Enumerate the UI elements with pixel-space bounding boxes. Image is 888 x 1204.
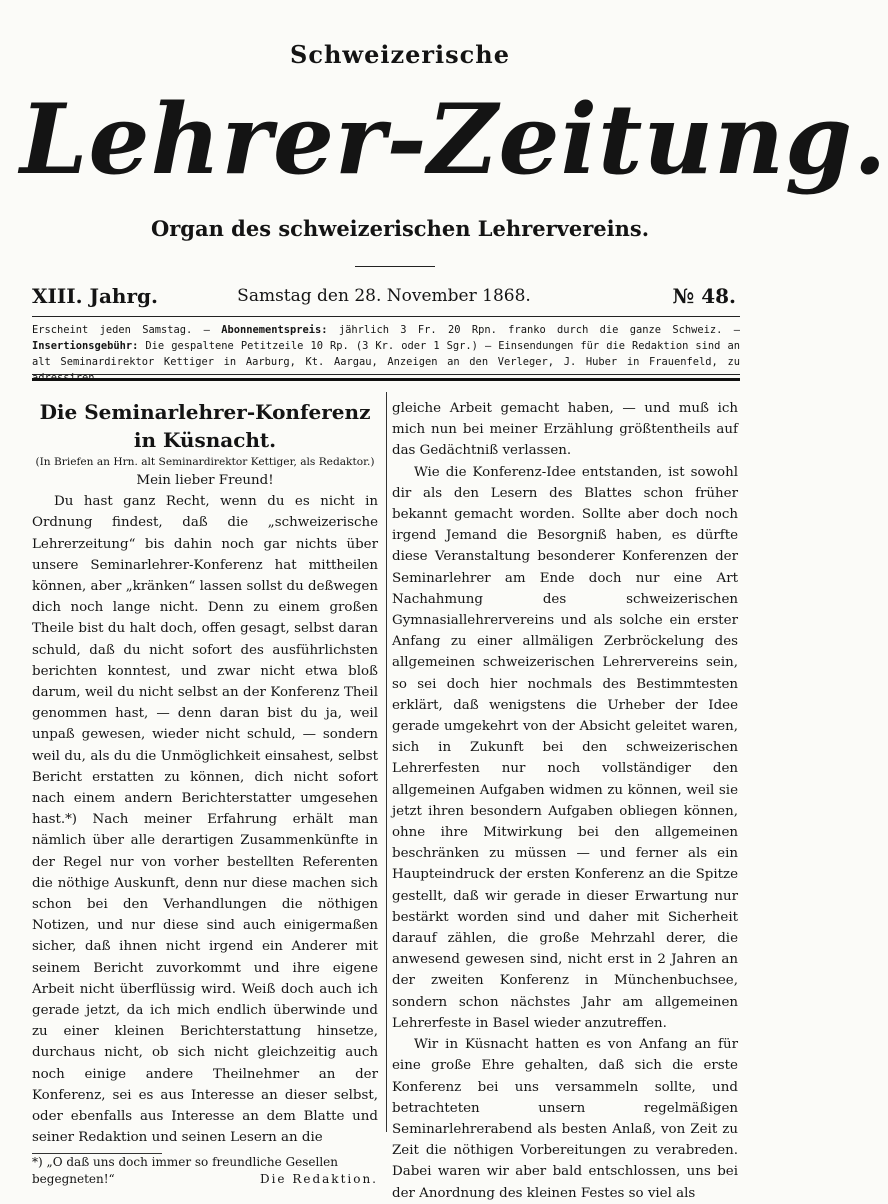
article-column-right <box>392 398 738 1204</box>
footnote-text: *) „O daß uns doch immer so freundliche Gesellen begegneten!“ <box>32 1154 338 1186</box>
footnote <box>32 1154 378 1188</box>
divider-rule-thick <box>32 378 740 381</box>
notice-label: Abonnementspreis: <box>221 324 328 336</box>
masthead-kicker: Schweizerische <box>290 40 510 69</box>
article-paragraph: Wie die Konferenz-Idee entstanden, ist sowohl dir als den Lesern des Blattes schon früher bekannt gemacht worden. Sollte aber doch noch irgend Jemand die Besorgniß haben, es dürfte diese Veranstaltung besonderer Konferenzen der Seminarlehrer am Ende doch nur eine Art Nachahmung des schweizerischen Gymnasiallehrervereins und als solche ein erster Anfang zu einer allmäligen Zerbröckelung des allgemeinen schweizerischen Lehrervereins sein, so sei doch hier nochmals des Bestimmtesten erklärt, daß wenigstens die Urheber der Idee gerade umgekehrt von der Absicht geleitet waren, sich in Zukunft bei den schweizerischen Lehrerfesten nur noch vollständiger den allgemeinen Aufgaben widmen zu können, weil sie jetzt ihren besondern Aufgaben obliegen können, ohne ihre Mitwirkung bei den allgemeinen beschränken zu müssen — und ferner als ein Haupteindruck der ersten Konferenz an die Spitze gestellt, daß wir gerade in dieser Erwartung nur bestärkt worden sind und daher mit Sicherheit darauf zählen, die große Mehrzahl derer, die anwesend gewesen sind, nicht erst in 2 Jahren an der zweiten Konferenz in Münchenbuchsee, sondern schon nächstes Jahr am allgemeinen Lehrerfeste in Basel wieder anzutreffen. <box>392 464 738 1031</box>
divider-rule <box>32 316 740 317</box>
article-paragraph: Du hast ganz Recht, wenn du es nicht in Ordnung findest, daß die „schweizerische Lehrerzeitung“ bis dahin noch gar nichts über unsere Seminarlehrer-Konferenz hat mittheilen können, aber „kränken“ lassen sollst du deßwegen dich noch lange nicht. Denn zu einem großen Theile bist du halt doch, offen gesagt, selbst daran schuld, daß du nicht sofort des ausführlichsten berichten konntest, und zwar nicht etwa bloß darum, weil du nicht selbst an der Konferenz Theil genommen hast, — denn daran bist du ja, weil unpaß gewesen, wieder nicht schuld, — sondern weil du, als du die Unmöglichkeit einsahest, selbst Bericht erstatten zu können, dich nicht sofort nach einem andern Berichterstatter umgesehen hast.*) Nach meiner Erfahrung erhält man nämlich über alle derartigen Zusammenkünfte in der Regel nur von vorher bestellten Referenten die nöthige Auskunft, denn nur diese machen sich schon bei den Verhandlungen die nöthigen Notizen, und nur diese sind auch einigermaßen sicher, daß ihnen nicht irgend ein Anderer mit seinem Bericht zuvorkommt und ihre eigene Arbeit nicht überflüssig wird. Weiß doch auch ich gerade jetzt, da ich mich endlich überwinde und zu einer kleinen Berichterstattung hinsetze, durchaus nicht, ob sich nicht gleichzeitig auch noch einige andere Theilnehmer an der Konferenz, sei es aus Interesse an dieser selbst, oder ebenfalls aus Interesse an dem Blatte und seiner Redaktion und seinen Lesern an die <box>32 494 378 1146</box>
article-column-left <box>32 398 378 1188</box>
ornament-rule <box>355 266 435 267</box>
article-paragraph: gleiche Arbeit gemacht haben, — und muß ich mich nun bei meiner Erzählung größtentheils auf das Gedächtniß verlassen. <box>392 401 738 459</box>
article-byline: (In Briefen an Hrn. alt Seminardirektor Kettiger, als Redaktor.) <box>35 456 375 468</box>
notice-text: jährlich 3 Fr. 20 Rpn. franko durch die ganze Schweiz. — <box>327 324 741 336</box>
notice-text: Die gespaltene Petitzeile 10 Rp. (3 Kr. oder 1 Sgr.) — Einsendungen für die Redaktion sind an alt Seminardirektor Kettiger in Aarburg, Kt. Aargau, Anzeigen an den Verleger, J. Huber in Frauenfeld, zu adressiren. <box>32 340 740 384</box>
notice-text: Erscheint jeden Samstag. — <box>32 324 222 336</box>
article-paragraph: Wir in Küsnacht hatten es von Anfang an für eine große Ehre gehalten, daß sich die erste Konferenz bei uns versammeln sollte, und betrachteten unsern regelmäßigen Seminarlehrerabend als besten Anlaß, von Zeit zu Zeit die nöthigen Vorbereitungen zu verabreden. Dabei waren wir aber bald entschlossen, uns bei der Anordnung des kleinen Festes so viel als <box>392 1037 738 1201</box>
subscription-notice <box>32 322 740 386</box>
dateline <box>32 284 736 310</box>
column-divider <box>386 392 387 1132</box>
masthead-title: Lehrer-Zeitung. <box>20 83 888 196</box>
issue-number: № 48. <box>672 284 736 308</box>
masthead-subtitle: Organ des schweizerischen Lehrervereins. <box>150 216 650 241</box>
volume-label: XIII. Jahrg. <box>32 284 158 308</box>
issue-date: Samstag den 28. November 1868. <box>237 286 531 306</box>
article-headline: Die Seminarlehrer-Konferenz in Küsnacht. <box>39 400 371 452</box>
salutation: Mein lieber Freund! <box>136 473 274 488</box>
divider-rule <box>32 374 740 375</box>
footnote-signature: Die Redaktion. <box>259 1171 378 1186</box>
notice-label: Insertionsgebühr: <box>32 340 139 352</box>
